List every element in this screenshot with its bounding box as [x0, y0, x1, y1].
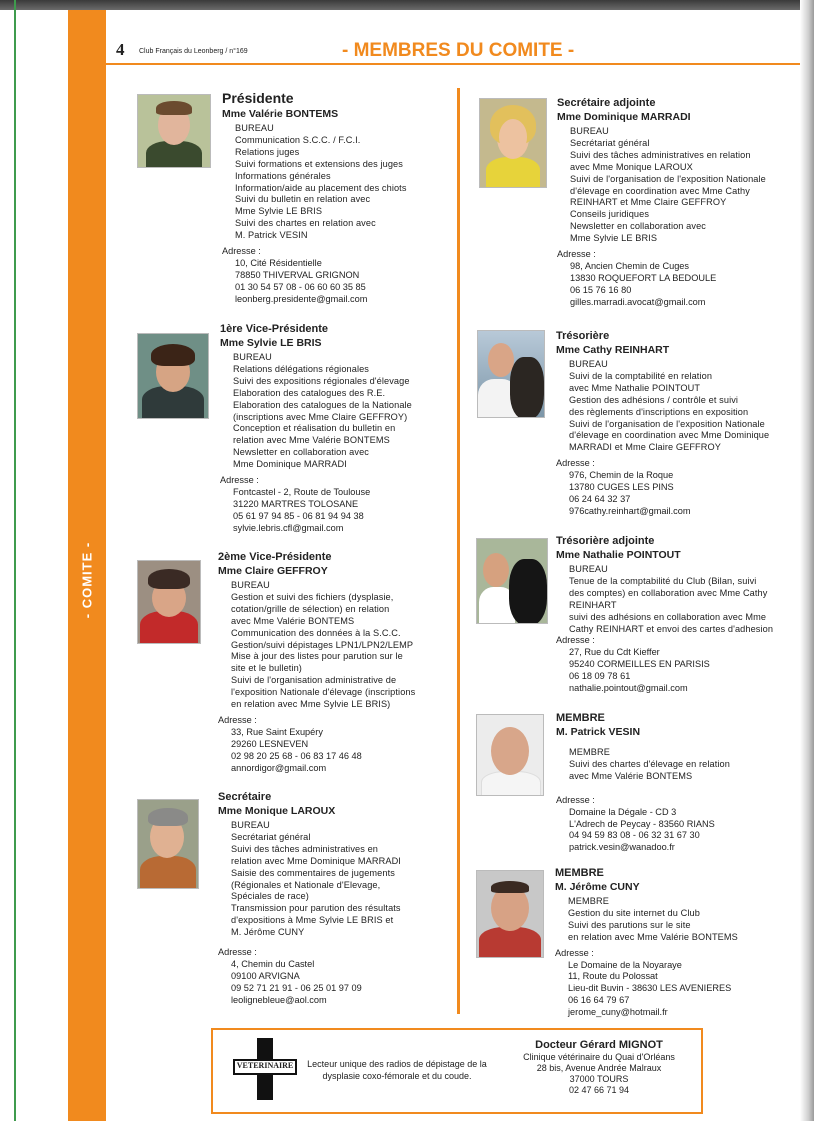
doctor-name: Docteur Gérard MIGNOT — [535, 1039, 663, 1051]
address-line: 95240 CORMEILLES EN PARISIS — [569, 659, 710, 670]
task-line: Suivi de l'organisation de l'exposition Nationale — [569, 418, 765, 429]
task-line: Suivi de l'organisation administrative de — [231, 675, 397, 686]
task-line: avec Mme Valérie BONTEMS — [569, 770, 693, 781]
task-line: Relations délégations régionales — [233, 363, 369, 374]
task-line: Conseils juridiques — [570, 209, 650, 220]
member-role: 2ème Vice-Présidente — [218, 551, 332, 563]
phone: 04 94 59 83 08 - 06 32 31 67 30 — [569, 830, 700, 841]
member-tresoriere-adjointe — [556, 534, 773, 695]
paper-edge-top — [0, 0, 814, 10]
member-tasks — [233, 352, 412, 471]
task-line: Suivi des chartes en relation avec — [235, 218, 376, 229]
member-address — [568, 960, 738, 1020]
task-line: Newsletter en collaboration avec — [233, 447, 369, 458]
task-line: Mise à jour des listes pour parution sur le — [231, 651, 403, 662]
address-label: Adresse : — [220, 475, 259, 486]
task-line: avec Mme Monique LAROUX — [570, 161, 693, 172]
address-label: Adresse : — [218, 714, 257, 725]
address-label: Adresse : — [557, 249, 596, 260]
email-link[interactable]: 976cathy.reinhart@gmail.com — [569, 505, 691, 516]
page-number: 4 — [116, 40, 125, 59]
address-line: 13830 ROQUEFORT LA BEDOULE — [570, 272, 717, 283]
address-label: Adresse : — [556, 794, 595, 805]
member-name: Mme Dominique MARRADI — [557, 111, 691, 123]
phone: 06 18 09 78 61 — [569, 671, 631, 682]
photo-claire-geffroy — [137, 560, 201, 644]
task-line: Spéciales de race) — [231, 891, 309, 902]
clinic-name: Clinique vétérinaire du Quai d'Orléans — [523, 1052, 675, 1062]
address-line: 27, Rue du Cdt Kieffer — [569, 647, 660, 658]
member-role: Présidente — [222, 90, 294, 106]
task-line: des règlements d'inscriptions en exposition — [569, 406, 749, 417]
email-link[interactable]: patrick.vesin@wanadoo.fr — [569, 842, 675, 853]
address-line: Fontcastel - 2, Route de Toulouse — [233, 486, 371, 497]
task-line: Informations générales — [235, 170, 331, 181]
address-label: Adresse : — [555, 947, 594, 958]
task-line: Newsletter en collaboration avec — [570, 221, 706, 232]
member-address — [569, 807, 730, 855]
email-link[interactable]: annordigor@gmail.com — [231, 762, 327, 773]
task-line: des comptes) en collaboration avec Mme Cathy — [569, 587, 768, 598]
task-line: Mme Dominique MARRADI — [233, 459, 347, 470]
task-line: Tenue de la comptabilité du Club (Bilan, suivi — [569, 575, 757, 586]
member-address — [570, 261, 766, 309]
member-address — [231, 959, 401, 1007]
email-link[interactable]: sylvie.lebris.cfl@gmail.com — [233, 522, 344, 533]
task-line: BUREAU — [569, 359, 608, 369]
phone: 05 61 97 94 85 - 06 81 94 94 38 — [233, 510, 364, 521]
member-tasks — [231, 820, 401, 939]
task-line: Suivi des chartes d'élevage en relation — [569, 758, 730, 769]
task-line: d'élevage en coordination avec Mme Dominique — [569, 430, 770, 441]
member-vice-presidente-1 — [220, 322, 412, 535]
ad-contact — [509, 1039, 689, 1096]
task-line: M. Jérôme CUNY — [231, 927, 305, 938]
address-line: 976, Chemin de la Roque — [569, 470, 674, 481]
member-name: Mme Monique LAROUX — [218, 805, 336, 817]
member-name: Mme Cathy REINHART — [556, 344, 670, 356]
address-line: Domaine la Dégale - CD 3 — [569, 806, 677, 817]
task-line: en relation avec Mme Valérie BONTEMS — [568, 931, 738, 942]
task-line: Suivi des parutions sur le site — [568, 919, 691, 930]
task-line: BUREAU — [570, 126, 609, 136]
binding-edge — [14, 0, 16, 1121]
member-tasks — [231, 580, 415, 711]
address-label: Adresse : — [556, 635, 595, 646]
task-line: Information/aide au placement des chiots — [235, 182, 407, 193]
phone: 02 98 20 25 68 - 06 83 17 46 48 — [231, 750, 362, 761]
task-line: avec Mme Nathalie POINTOUT — [569, 382, 701, 393]
address-line: 78850 THIVERVAL GRIGNON — [235, 269, 360, 280]
email-link[interactable]: leolignebleue@aol.com — [231, 994, 327, 1005]
task-line: REINHART et Mme Claire GEFFROY — [570, 197, 727, 208]
task-line: suivi des adhésions en collaboration avec Mme — [569, 611, 767, 622]
email-link[interactable]: gilles.marradi.avocat@gmail.com — [570, 296, 706, 307]
address-line: Lieu-dit Buvin - 38630 LES AVENIERES — [568, 983, 732, 994]
member-secretaire — [218, 790, 401, 1007]
task-line: relation avec Mme Dominique MARRADI — [231, 855, 401, 866]
member-name: Mme Claire GEFFROY — [218, 565, 328, 577]
ad-tagline: Lecteur unique des radios de dépistage de la dysplasie coxo-fémorale et du coude. — [307, 1059, 487, 1081]
page-title: - MEMBRES DU COMITE - — [342, 40, 575, 61]
clinic-city: 37000 TOURS — [569, 1074, 629, 1084]
member-address — [569, 470, 769, 518]
address-line: 98, Ancien Chemin de Cuges — [570, 260, 690, 271]
member-tasks — [569, 747, 730, 783]
task-line: d'élevage en coordination avec Mme Cathy — [570, 185, 750, 196]
task-line: Suivi formations et extensions des juges — [235, 158, 403, 169]
photo-sylvie-le-bris — [137, 333, 209, 419]
phone: 01 30 54 57 08 - 06 60 60 35 85 — [235, 281, 366, 292]
member-name: M. Jérôme CUNY — [555, 881, 640, 893]
photo-patrick-vesin — [476, 714, 544, 796]
task-line: BUREAU — [233, 352, 272, 362]
task-line: Mme Sylvie LE BRIS — [570, 233, 658, 244]
phone: 09 52 71 21 91 - 06 25 01 97 09 — [231, 982, 362, 993]
address-line: 31220 MARTRES TOLOSANE — [233, 498, 359, 509]
task-line: Suivi des tâches administratives en relation — [570, 149, 751, 160]
task-line: Gestion/suivi dépistages LPN1/LPN2/LEMP — [231, 639, 414, 650]
member-role: Secrétaire — [218, 791, 272, 803]
task-line: MEMBRE — [568, 896, 609, 906]
header-rule — [106, 63, 800, 65]
address-line: L'Adrech de Peycay - 83560 RIANS — [569, 818, 715, 829]
task-line: Secrétariat général — [231, 831, 311, 842]
member-tresoriere — [556, 329, 769, 518]
task-line: (Régionales et Nationale d'Elevage, — [231, 879, 381, 890]
task-line: l'exposition Nationale d'élevage (inscriptions — [231, 687, 416, 698]
member-name: Mme Sylvie LE BRIS — [220, 337, 322, 349]
publication-title: Club Français du Leonberg / n°169 — [139, 48, 248, 55]
logo-text: VETERINAIRE — [236, 1061, 294, 1070]
member-tasks — [568, 896, 738, 944]
task-line: Communication S.C.C. / F.C.I. — [235, 134, 361, 145]
member-address — [235, 258, 407, 306]
member-vice-presidente-2 — [218, 550, 415, 775]
task-line: Cathy REINHART et envoi des cartes d'adhesion — [569, 623, 774, 634]
member-patrick-vesin — [556, 711, 730, 854]
email-link[interactable]: jerome_cuny@hotmail.fr — [568, 1007, 668, 1018]
task-line: site et le bulletin) — [231, 663, 302, 674]
page-shadow — [800, 0, 814, 1121]
task-line: MEMBRE — [569, 747, 610, 757]
member-tasks — [570, 126, 766, 245]
task-line: Gestion des adhésions / contrôle et suivi — [569, 394, 739, 405]
photo-dominique-marradi — [479, 98, 547, 188]
task-line: Elaboration des catalogues de la Nationale — [233, 399, 412, 410]
veterinary-cross-logo — [233, 1036, 297, 1102]
task-line: avec Mme Valérie BONTEMS — [231, 615, 355, 626]
member-role: Trésorière adjointe — [556, 535, 655, 547]
task-line: Relations juges — [235, 146, 300, 157]
member-address — [231, 727, 415, 775]
photo-valerie-bontems — [137, 94, 211, 168]
task-line: Suivi des expositions régionales d'élevage — [233, 375, 410, 386]
address-line: 33, Rue Saint Exupéry — [231, 726, 323, 737]
task-line: M. Patrick VESIN — [235, 230, 308, 241]
task-line: Mme Sylvie LE BRIS — [235, 206, 323, 217]
address-label: Adresse : — [218, 947, 257, 958]
task-line: Elaboration des catalogues des R.E. — [233, 387, 386, 398]
member-name: Mme Valérie BONTEMS — [222, 108, 339, 120]
task-line: en relation avec Mme Sylvie LE BRIS) — [231, 699, 391, 710]
address-line: 10, Cité Résidentielle — [235, 257, 322, 268]
email-link[interactable]: nathalie.pointout@gmail.com — [569, 683, 688, 694]
member-address — [233, 487, 412, 535]
task-line: relation avec Mme Valérie BONTEMS — [233, 435, 390, 446]
task-line: Suivi du bulletin en relation avec — [235, 194, 371, 205]
task-line: (inscriptions avec Mme Claire GEFFROY) — [233, 411, 408, 422]
task-line: REINHART — [569, 599, 617, 610]
task-line: Transmission pour parution des résultats — [231, 903, 401, 914]
clinic-street: 28 bis, Avenue Andrée Malraux — [536, 1063, 662, 1073]
photo-cathy-reinhart — [477, 330, 545, 418]
column-divider — [457, 88, 460, 1014]
member-name: Mme Nathalie POINTOUT — [556, 549, 681, 561]
member-address — [569, 647, 773, 695]
address-label: Adresse : — [222, 246, 261, 257]
task-line: Communication des données à la S.C.C. — [231, 627, 401, 638]
task-line: Secrétariat général — [570, 137, 650, 148]
task-line: BUREAU — [231, 580, 270, 590]
task-line: Suivi de l'organisation de l'exposition Nationale — [570, 173, 766, 184]
phone: 06 15 76 16 80 — [570, 284, 632, 295]
task-line: BUREAU — [569, 564, 608, 574]
address-label: Adresse : — [556, 458, 595, 469]
address-line: 4, Chemin du Castel — [231, 958, 315, 969]
task-line: Suivi des tâches administratives en — [231, 843, 378, 854]
address-line: 29260 LESNEVEN — [231, 738, 309, 749]
member-role: 1ère Vice-Présidente — [220, 323, 329, 335]
photo-nathalie-pointout — [476, 538, 548, 624]
address-line: 09100 ARVIGNA — [231, 970, 300, 981]
member-role: Trésorière — [556, 330, 610, 342]
task-line: Gestion et suivi des fichiers (dysplasie, — [231, 591, 394, 602]
task-line: Suivi de la comptabilité en relation — [569, 370, 713, 381]
task-line: Saisie des commentaires de jugements — [231, 867, 395, 878]
member-name: M. Patrick VESIN — [556, 726, 641, 738]
veterinary-ad — [211, 1028, 703, 1114]
task-line: cotation/grille de sélection) en relation — [231, 603, 390, 614]
member-presidente — [222, 90, 407, 306]
task-line: BUREAU — [235, 123, 274, 133]
member-tasks — [569, 564, 773, 635]
member-role: Secrétaire adjointe — [557, 97, 656, 109]
address-line: Le Domaine de la Noyaraye — [568, 959, 682, 970]
member-role: MEMBRE — [555, 867, 604, 879]
address-line: 11, Route du Polossat — [568, 971, 658, 982]
phone: 06 24 64 32 37 — [569, 493, 631, 504]
photo-monique-laroux — [137, 799, 199, 889]
member-secretaire-adjointe — [557, 96, 766, 309]
member-role: MEMBRE — [556, 712, 605, 724]
side-label: - COMITE - — [79, 541, 95, 619]
task-line: BUREAU — [231, 820, 270, 830]
task-line: MARRADI et Mme Claire GEFFROY — [569, 442, 721, 453]
address-line: 13780 CUGES LES PINS — [569, 482, 674, 493]
clinic-phone: 02 47 66 71 94 — [568, 1085, 630, 1095]
task-line: d'expositions à Mme Sylvie LE BRIS et — [231, 915, 394, 926]
photo-jerome-cuny — [476, 870, 544, 958]
member-tasks — [569, 359, 769, 454]
task-line: Conception et réalisation du bulletin en — [233, 423, 396, 434]
task-line: Gestion du site internet du Club — [568, 907, 700, 918]
member-jerome-cuny — [555, 866, 738, 1019]
member-tasks — [235, 123, 407, 242]
email-link[interactable]: leonberg.presidente@gmail.com — [235, 293, 368, 304]
phone: 06 16 64 79 67 — [568, 995, 630, 1006]
